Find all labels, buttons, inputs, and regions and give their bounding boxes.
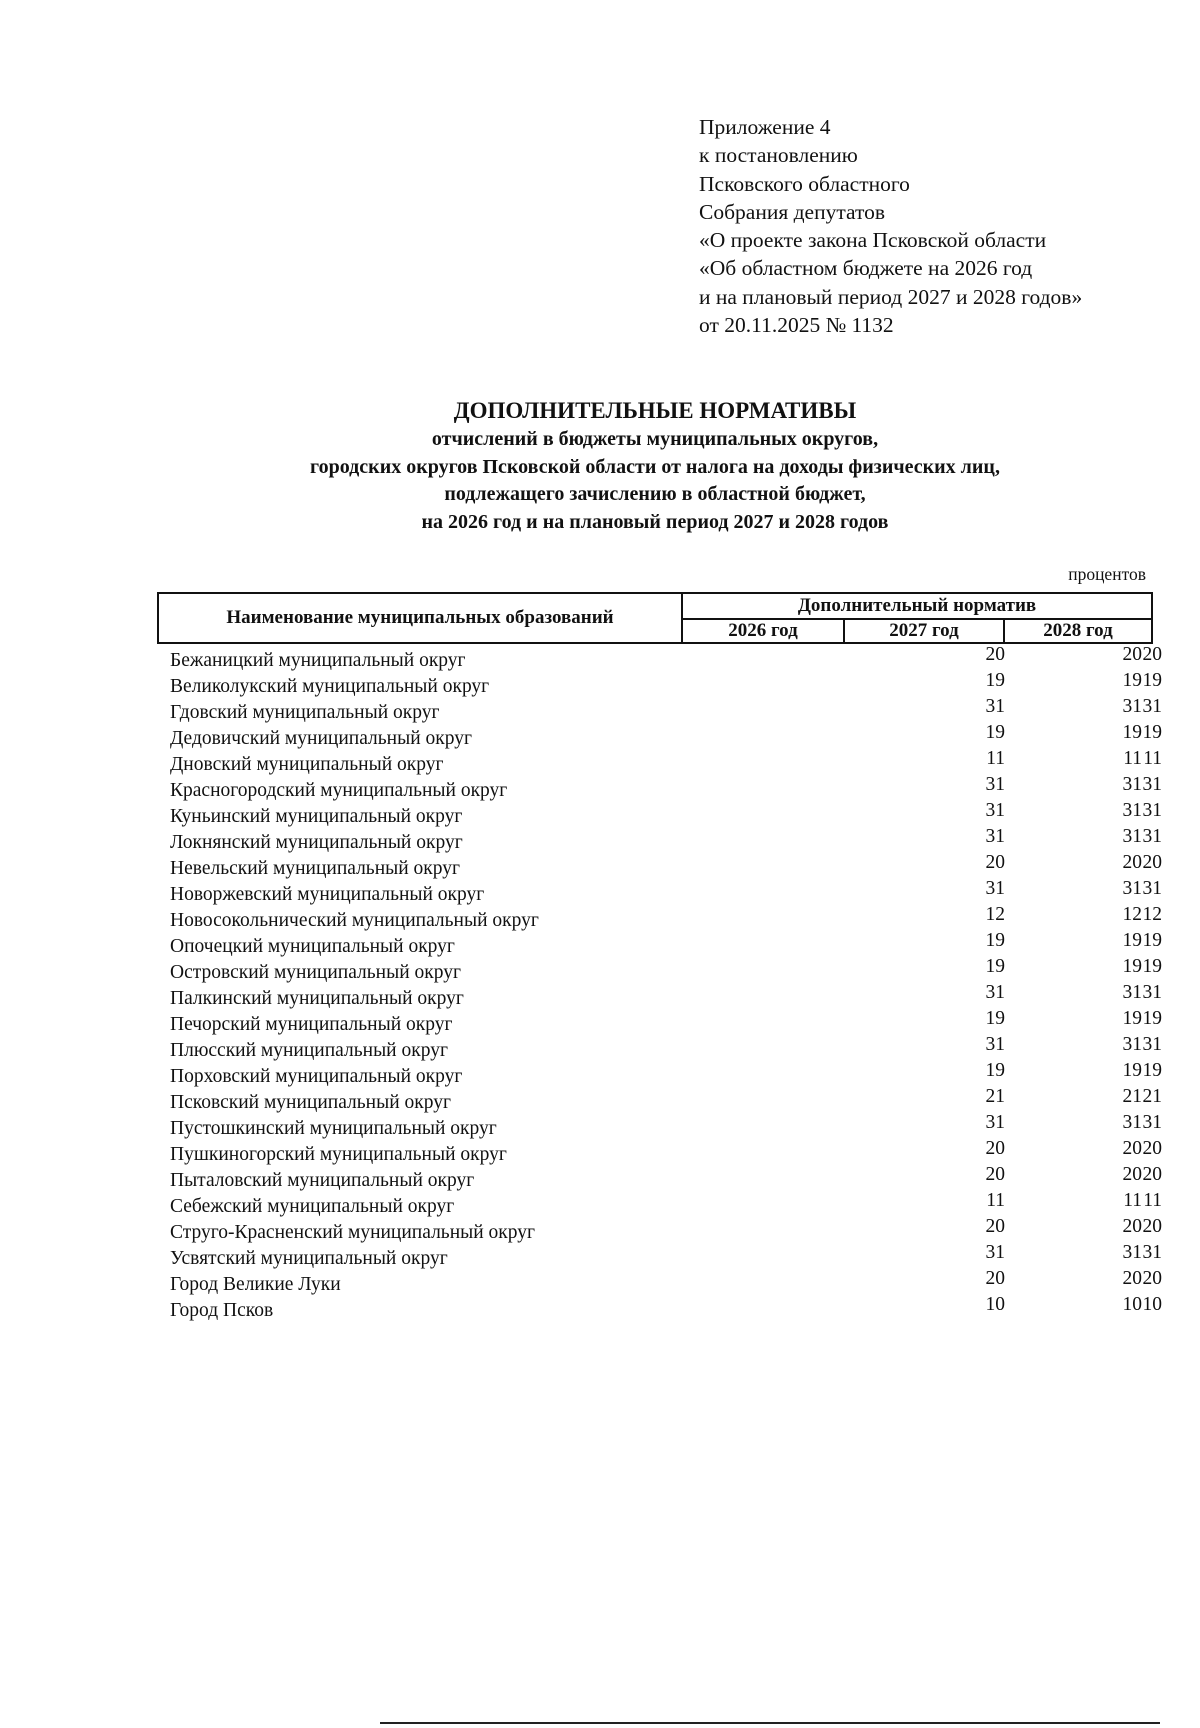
norm-value-2027: 31 [1142,878,1162,899]
norm-value-2027: 12 [1142,904,1162,925]
municipality-name: Порховский муниципальный округ [170,1066,463,1087]
group-column-header: Дополнительный норматив [683,594,1151,620]
norm-value-2027: 31 [1142,800,1162,821]
year-header-2028: 2028 год [1043,620,1113,641]
norm-value-2028: 31 [1122,774,1142,795]
appendix-line: Псковского областного [699,171,910,196]
norm-value-2028: 20 [1122,1268,1142,1289]
municipality-name: Печорский муниципальный округ [170,1014,453,1035]
municipality-name: Город Великие Луки [170,1274,341,1295]
norm-value-2028: 31 [1122,1112,1142,1133]
norm-value-2026: 19 [985,930,1005,951]
municipality-name: Дедовичский муниципальный округ [170,728,472,749]
norm-value-2027: 11 [1143,1190,1162,1211]
norm-value-2026: 20 [985,1216,1005,1237]
norm-value-2028: 19 [1122,722,1142,743]
norm-value-2027: 10 [1142,1294,1162,1315]
municipality-name: Город Псков [170,1300,274,1321]
norm-value-2026: 31 [985,774,1005,795]
norm-value-2028: 20 [1122,852,1142,873]
norm-value-2028: 12 [1122,904,1142,925]
norm-value-2028: 19 [1122,1060,1142,1081]
norm-value-2026: 31 [985,800,1005,821]
norm-value-2027: 20 [1142,1268,1162,1289]
norm-value-2027: 19 [1142,722,1162,743]
norm-value-2027: 31 [1142,982,1162,1003]
norm-value-2028: 31 [1122,1242,1142,1263]
norm-value-2027: 21 [1142,1086,1162,1107]
norm-value-2026: 20 [985,1164,1005,1185]
norm-value-2028: 31 [1122,696,1142,717]
appendix-line: и на плановый период 2027 и 2028 годов» [699,284,1083,309]
title-main: ДОПОЛНИТЕЛЬНЫЕ НОРМАТИВЫ [453,398,857,423]
norm-value-2027: 31 [1142,1112,1162,1133]
table-header [157,592,1153,644]
norm-value-2028: 11 [1123,1190,1142,1211]
norm-value-2028: 21 [1122,1086,1142,1107]
municipality-name: Струго-Красненский муниципальный округ [170,1222,536,1243]
municipality-name: Куньинский муниципальный округ [170,806,463,827]
norm-value-2028: 31 [1122,1034,1142,1055]
norm-value-2026: 19 [985,1060,1005,1081]
appendix-line: Приложение 4 [699,115,831,139]
norm-value-2026: 19 [985,956,1005,977]
municipality-name: Гдовский муниципальный округ [170,702,440,723]
units-label: процентов [1068,564,1146,584]
municipality-name: Опочецкий муниципальный округ [170,936,455,957]
norm-value-2026: 31 [985,1034,1005,1055]
municipality-name: Плюсский муниципальный округ [170,1040,448,1061]
footer-divider [380,1722,1160,1724]
norm-value-2027: 31 [1142,774,1162,795]
norm-value-2028: 20 [1122,1164,1142,1185]
appendix-line: к постановлению [699,143,858,168]
municipality-name: Новоржевский муниципальный округ [170,884,485,905]
norm-value-2027: 19 [1142,930,1162,951]
norm-value-2028: 31 [1122,826,1142,847]
municipality-name: Великолукский муниципальный округ [170,676,490,697]
norm-value-2026: 12 [985,904,1005,925]
title-line: подлежащего зачислению в областной бюджет, [444,483,866,505]
title-line: городских округов Псковской области от налога на доходы физических лиц, [310,455,1000,478]
norm-value-2028: 20 [1122,1216,1142,1237]
municipality-name: Себежский муниципальный округ [170,1196,455,1217]
norm-value-2026: 19 [985,1008,1005,1029]
norm-value-2028: 19 [1122,1008,1142,1029]
norm-value-2028: 31 [1122,982,1142,1003]
norm-value-2026: 20 [985,852,1005,873]
norm-value-2026: 31 [985,1112,1005,1133]
norm-value-2027: 20 [1142,1138,1162,1159]
appendix-line: «О проекте закона Псковской области [699,228,1047,253]
municipality-name: Пушкиногорский муниципальный округ [170,1144,507,1165]
norm-value-2028: 31 [1122,800,1142,821]
norm-value-2026: 21 [985,1086,1005,1107]
norm-value-2026: 10 [985,1294,1005,1315]
norm-value-2027: 19 [1142,956,1162,977]
municipality-name: Красногородский муниципальный округ [170,780,508,801]
norm-value-2026: 20 [985,1268,1005,1289]
title-line: на 2026 год и на плановый период 2027 и 2028 годов [421,510,889,533]
norm-value-2027: 31 [1142,1242,1162,1263]
norm-value-2028: 20 [1122,1138,1142,1159]
norm-value-2026: 31 [985,982,1005,1003]
norm-value-2027: 31 [1142,696,1162,717]
municipality-name: Пустошкинский муниципальный округ [170,1118,497,1139]
municipality-name: Бежаницкий муниципальный округ [170,650,466,671]
norm-value-2026: 11 [986,1190,1005,1211]
table-row [170,1294,1162,1322]
norm-value-2026: 31 [985,696,1005,717]
norm-value-2027: 20 [1142,644,1162,665]
appendix-block [699,113,1082,339]
norm-value-2026: 20 [985,644,1005,665]
table-body [170,644,1162,1322]
norm-value-2028: 19 [1122,956,1142,977]
municipality-name: Пыталовский муниципальный округ [170,1170,475,1191]
norm-value-2027: 20 [1142,1164,1162,1185]
municipality-name: Дновский муниципальный округ [170,754,444,775]
title-line: отчислений в бюджеты муниципальных округов, [431,428,879,450]
norm-value-2026: 31 [985,1242,1005,1263]
norm-value-2027: 19 [1142,1008,1162,1029]
norm-value-2026: 11 [986,748,1005,769]
municipality-name: Локнянский муниципальный округ [170,832,463,853]
norm-value-2027: 31 [1142,826,1162,847]
municipality-name: Псковский муниципальный округ [170,1092,451,1113]
municipality-name: Усвятский муниципальный округ [170,1248,448,1269]
norm-value-2027: 31 [1142,1034,1162,1055]
norm-value-2028: 19 [1122,930,1142,951]
year-header-2027: 2027 год [845,620,1005,642]
document-title [150,396,1160,536]
norm-value-2026: 31 [985,826,1005,847]
norm-value-2026: 20 [985,1138,1005,1159]
appendix-line: от 20.11.2025 № 1132 [699,313,894,338]
municipality-name: Невельский муниципальный округ [170,858,461,879]
norm-value-2027: 20 [1142,1216,1162,1237]
municipality-name: Палкинский муниципальный округ [170,988,464,1009]
norm-value-2028: 11 [1123,748,1142,769]
municipality-name: Новосокольнический муниципальный округ [170,910,539,931]
municipality-name: Островский муниципальный округ [170,962,461,983]
norm-value-2026: 19 [985,722,1005,743]
norm-value-2026: 31 [985,878,1005,899]
norm-value-2027: 19 [1142,670,1162,691]
norm-value-2028: 31 [1122,878,1142,899]
appendix-line: «Об областном бюджете на 2026 год [699,256,1033,281]
norm-value-2027: 19 [1142,1060,1162,1081]
year-header-2026: 2026 год [683,620,845,642]
norm-value-2027: 20 [1142,852,1162,873]
norm-value-2026: 19 [985,670,1005,691]
name-column-header: Наименование муниципальных образований [159,594,683,642]
norm-value-2027: 11 [1143,748,1162,769]
norm-value-2028: 10 [1122,1294,1142,1315]
appendix-line: Собрания депутатов [699,199,885,224]
norm-value-2028: 19 [1122,670,1142,691]
norm-value-2028: 20 [1122,644,1142,665]
